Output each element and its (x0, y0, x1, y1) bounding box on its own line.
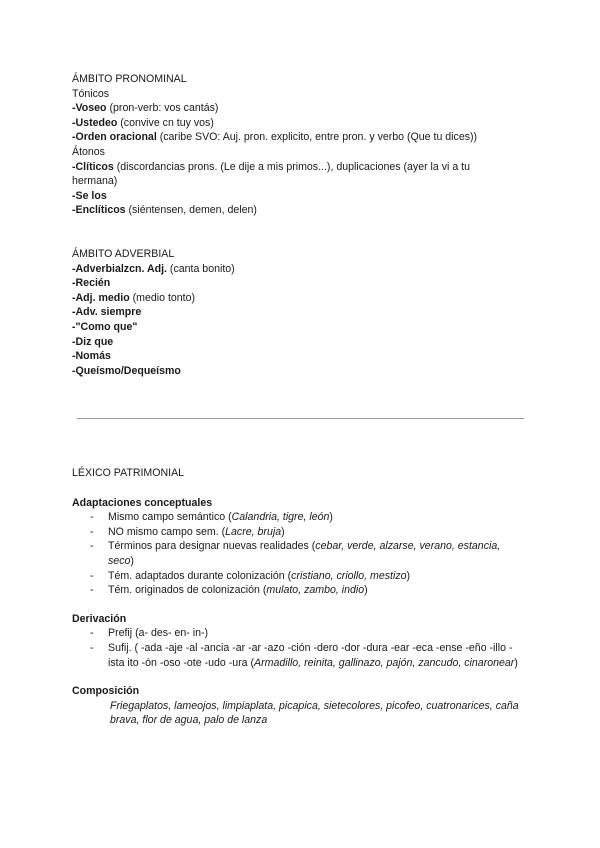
list-item: -Adv. siempre (72, 306, 142, 319)
list-item: -Ustedeo (convive cn tuy vos) (72, 116, 214, 129)
tonicos-label: Tónicos (72, 87, 110, 100)
pronominal-section (72, 72, 532, 378)
list-item: - Términos para designar nuevas realidades (cebar, verde, alzarse, verano, estancia, seco) (90, 540, 501, 567)
list-item: -Enclíticos (siéntensen, demen, delen) (72, 204, 257, 217)
list-item: -Voseo (pron-verb: vos cantás) (72, 102, 219, 115)
lexico-heading: LÉXICO PATRIMONIAL (72, 467, 185, 479)
list-item: -Recién (72, 277, 111, 290)
list-item: - Tém. adaptados durante colonización (cristiano, criollo, mestizo) (90, 569, 411, 582)
composicion-title: Composición (72, 685, 140, 698)
list-item: -"Como que" (72, 320, 138, 333)
list-item: -Clíticos (discordancias prons. (Le dije a mis primos...), duplicaciones (ayer la vi a tu hermana) (72, 160, 471, 188)
horizontal-divider (77, 418, 524, 419)
pronominal-heading: ÁMBITO PRONOMINAL (72, 73, 187, 85)
derivacion-title: Derivación (72, 612, 127, 625)
list-item: - Mismo campo semántico (Calandria, tigre, león) (90, 511, 333, 524)
list-item: -Orden oracional (caribe SVO: Auj. pron. explicito, entre pron. y verbo (Que tu dices)) (72, 131, 478, 144)
list-item: -Queísmo/Dequeísmo (72, 364, 181, 377)
list-item: -Nomás (72, 350, 111, 363)
list-item: -Diz que (72, 335, 114, 348)
list-item: -Adverbialzcn. Adj. (canta bonito) (72, 262, 235, 275)
list-item: -Se los (72, 189, 107, 202)
list-item: -Adj. medio (medio tonto) (72, 291, 196, 304)
list-item: - Sufij. ( -ada -aje -al -ancia -ar -ar -azo -ción -dero -dor -dura -ear -eca -ense -eño -illo -ista ito -ón -oso -ote -udo -ura (Armadillo, reinita, gallinazo, pajón, zancudo, cinaronear) (90, 641, 518, 669)
list-item: - Tém. originados de colonización (mulato, zambo, indio) (90, 584, 368, 597)
list-item: - Prefij (a- des- en- in-) (90, 627, 209, 640)
adaptaciones-title: Adaptaciones conceptuales (72, 496, 213, 509)
adverbial-heading: ÁMBITO ADVERBIAL (72, 247, 175, 260)
atonos-label: Átonos (72, 145, 105, 158)
composicion-text: Friegaplatos, lameojos, limpiaplata, picapica, sietecolores, picofeo, cuatronarices, caña brava, flor de agua, palo de lanza (110, 699, 519, 727)
list-item: - NO mismo campo sem. (Lacre, bruja) (90, 525, 285, 538)
lexico-section (72, 466, 532, 728)
